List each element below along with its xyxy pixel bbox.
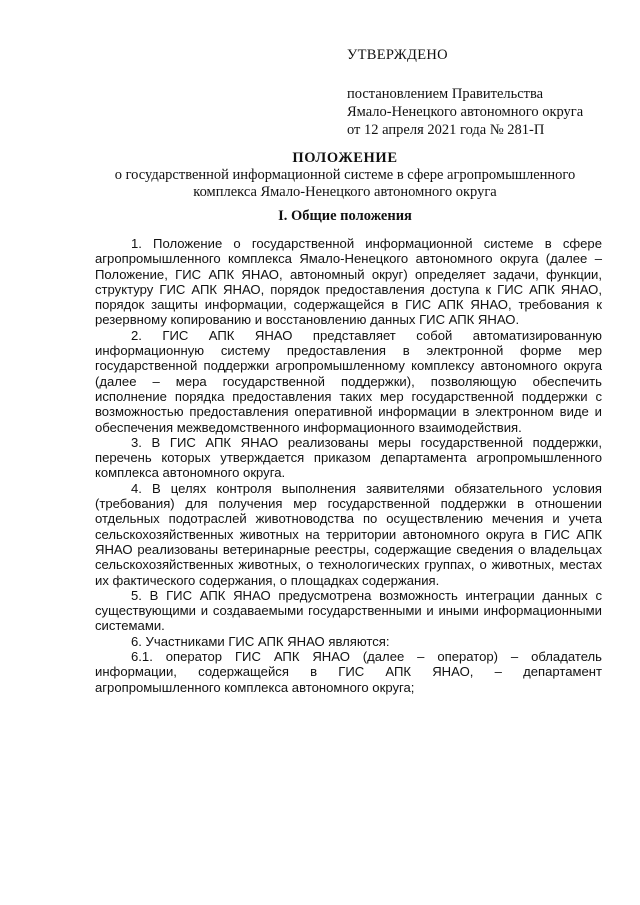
paragraph: 5. В ГИС АПК ЯНАО предусмотрена возможность интеграции данных с существующими и создаваемыми государственными и иными информационными системами.	[95, 587, 602, 634]
paragraph: 2. ГИС АПК ЯНАО представляет собой автоматизированную информационную систему предоставления в электронной форме мер государственной поддержки агропромышленному комплексу автономного округа (далее – мера государственной поддержки), позволяющую обеспечить исполнение порядка предоставления таких мер государственной поддержки с возможностью предоставления оперативной информации в электронном виде и обеспечения межведомственного информационного взаимодействия.	[95, 327, 602, 435]
paragraph: 6. Участниками ГИС АПК ЯНАО являются:	[131, 633, 390, 649]
section-title: I. Общие положения	[278, 208, 412, 224]
approval-line: постановлением Правительства	[347, 86, 544, 102]
document-subtitle-line: комплекса Ямало-Ненецкого автономного округа	[193, 184, 497, 200]
paragraph: 1. Положение о государственной информационной системе в сфере агропромышленного комплекса Ямало-Ненецкого автономного округа (далее – Положение, ГИС АПК ЯНАО, автономный округ) определяет задачи, функции, структуру ГИС АПК ЯНАО, порядок предоставления доступа к ГИС АПК ЯНАО, порядок защиты информации, содержащейся в ГИС АПК ЯНАО, требования к резервному копированию и восстановлению данных ГИС АПК ЯНАО.	[95, 236, 602, 328]
document-body	[95, 236, 602, 695]
document-title: ПОЛОЖЕНИЕ	[292, 150, 398, 166]
paragraph: 4. В целях контроля выполнения заявителями обязательного условия (требования) для получения мер государственной поддержки в отношении отдельных подотраслей животноводства по осуществлению мечения и учета сельскохозяйственных животных на территории автономного округа в ГИС АПК ЯНАО реализованы ветеринарные реестры, содержащие сведения о владельцах сельскохозяйственных животных, о технологических группах, о животных, местах их фактического содержания, о площадках содержания.	[95, 480, 602, 588]
approval-line: от 12 апреля 2021 года № 281-П	[347, 122, 545, 138]
approval-stamp: УТВЕРЖДЕНО	[347, 47, 448, 63]
approval-line: Ямало-Ненецкого автономного округа	[347, 104, 584, 120]
document-subtitle	[90, 167, 600, 201]
document-subtitle-line: о государственной информационной системе в сфере агропромышленного	[114, 167, 576, 183]
paragraph: 3. В ГИС АПК ЯНАО реализованы меры государственной поддержки, перечень которых утверждается приказом департамента агропромышленного комплекса автономного округа.	[95, 434, 602, 481]
paragraph: 6.1. оператор ГИС АПК ЯНАО (далее – оператор) – обладатель информации, содержащейся в ГИС АПК ЯНАО, – департамент агропромышленного комплекса автономного округа;	[95, 649, 602, 695]
approval-block	[347, 46, 617, 139]
